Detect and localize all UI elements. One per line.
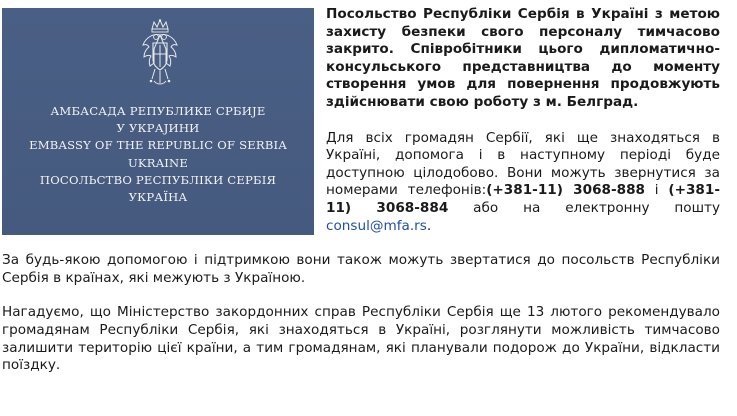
neighbor-embassies-paragraph: За будь-якою допомогою і підтримкою вони також можуть звертатися до посольств Республіки Сербія в країнах, які межують з Україною. (2, 252, 720, 286)
lead-paragraph: Посольство Республіки Сербія в Україні з метою захисту безпеки свого персоналу тимчасово закрито. Співробітники цього дипломатично-консульського представництва до моменту створення умов для повернення продовжують здійснювати свою роботу з м. Белград. (326, 6, 720, 110)
article (2, 6, 720, 392)
banner-line: EMBASSY OF THE REPUBLIC OF SERBIA (29, 138, 287, 153)
reminder-paragraph: Нагадуємо, що Міністерство закордонних справ Республіки Сербія ще 13 лютого рекомендувало громадянам Республіки Сербія, які знаходяться в Україні, розглянути можливість тимчасово залишити територію цієї країни, а тим громадянам, які планували подорож до України, відкласти поїздку. (2, 304, 720, 374)
phone-number-2: (+381-11) 3068-884 (326, 182, 720, 216)
phone-number-1: (+381-11) 3068-888 (486, 182, 646, 199)
contact-text: . (426, 217, 432, 234)
contact-text: або на електронну пошту (448, 199, 720, 216)
banner-text (2, 103, 314, 206)
banner-line: АМБАСАДА РЕПУБЛИКЕ СРБИЈЕ (50, 104, 266, 118)
embassy-banner-image (2, 8, 314, 235)
contact-text: Для всіх громадян Сербії, які ще знаходяться в Україні, допомога і в наступному періоді буде доступною цілодобово. Вони можуть звернутися за номерами телефонів: (326, 129, 720, 199)
banner-line: ПОСОЛЬСТВО РЕСПУБЛІКИ СЕРБІЯ (39, 172, 277, 187)
banner-line: UKRAINE (127, 155, 189, 170)
conjunction-text: і (645, 182, 669, 199)
banner-line: У УКРАЈИНИ (116, 121, 200, 136)
serbian-coat-of-arms-icon (140, 19, 180, 93)
banner-line: УКРАЇНА (128, 190, 188, 205)
email-link[interactable]: consul@mfa.rs (326, 217, 427, 234)
